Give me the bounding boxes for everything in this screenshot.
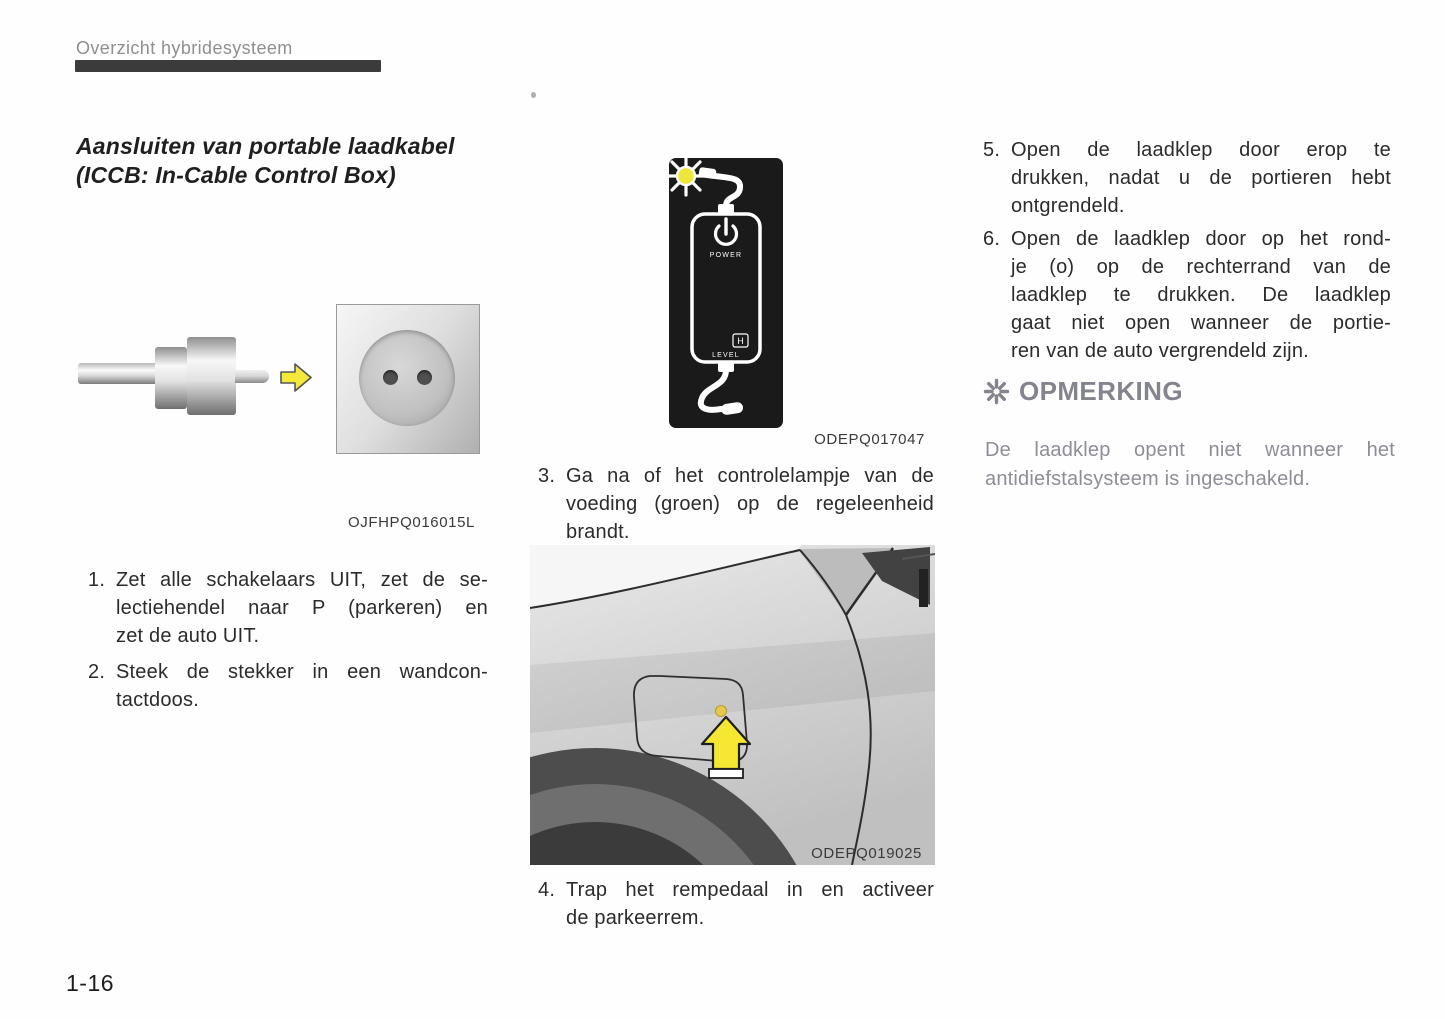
step-text-line: laadklep te drukken. De laadklep bbox=[1011, 284, 1391, 306]
step-text-line: de parkeerrem. bbox=[566, 907, 705, 929]
step-text-line: gaat niet open wanneer de portie- bbox=[1011, 312, 1391, 334]
step-text-line: ontgrendeld. bbox=[1011, 195, 1125, 217]
section-title bbox=[76, 132, 516, 190]
socket-hole-left bbox=[383, 370, 398, 385]
figure-caption-plug: OJFHPQ016015L bbox=[347, 514, 475, 531]
power-indicator-glow-icon bbox=[667, 157, 705, 195]
step-text-line: Open de laadklep door op het rond- bbox=[1011, 228, 1391, 250]
iccb-device-body bbox=[692, 214, 760, 362]
step-number: 3. bbox=[538, 465, 556, 487]
charge-door-button-dot bbox=[716, 706, 727, 717]
asterisk-icon bbox=[983, 378, 1010, 405]
level-indicator-letter: H bbox=[737, 336, 744, 346]
step-number: 5. bbox=[983, 139, 1001, 161]
power-label: POWER bbox=[709, 252, 743, 259]
note-header bbox=[983, 376, 1183, 407]
step-text-line: Open de laadklep door erop te bbox=[1011, 139, 1391, 161]
plug-pin bbox=[235, 370, 269, 383]
note-title: OPMERKING bbox=[1019, 376, 1183, 406]
socket-recess bbox=[359, 330, 455, 426]
step-text-line: je (o) op de rechterrand van de bbox=[1011, 256, 1391, 278]
header-underline-bar bbox=[75, 60, 381, 72]
step-text-line: drukken, nadat u de portieren hebt bbox=[1011, 167, 1391, 189]
arrow-base bbox=[709, 769, 743, 778]
level-label: LEVEL bbox=[712, 352, 740, 359]
figure-car-charge-door bbox=[530, 545, 935, 865]
wall-socket bbox=[336, 304, 480, 454]
note-text bbox=[985, 436, 1395, 494]
step-text-line: zet de auto UIT. bbox=[116, 625, 260, 647]
page-number: 1-16 bbox=[66, 970, 115, 996]
note-text-line: antidiefstalsysteem is ingeschakeld. bbox=[985, 468, 1311, 490]
plug-cable bbox=[78, 363, 162, 384]
step-number: 1. bbox=[88, 569, 106, 591]
step-1 bbox=[88, 566, 488, 650]
socket-hole-right bbox=[417, 370, 432, 385]
scan-artifact-dot bbox=[531, 92, 536, 98]
step-6 bbox=[983, 225, 1391, 365]
figure-caption-iccb: ODEPQ017047 bbox=[814, 431, 925, 448]
note-text-line: De laadklep opent niet wanneer het bbox=[985, 439, 1395, 461]
step-3 bbox=[538, 462, 934, 546]
page-header-title: Overzicht hybridesysteem bbox=[76, 38, 293, 58]
figure-caption-car: ODEPQ019025 bbox=[811, 845, 922, 862]
section-title-line2: (ICCB: In-Cable Control Box) bbox=[76, 162, 396, 188]
step-number: 4. bbox=[538, 879, 556, 901]
plug-body bbox=[187, 337, 236, 415]
step-text-line: ren van de auto vergrendeld zijn. bbox=[1011, 340, 1309, 362]
step-number: 2. bbox=[88, 661, 106, 683]
step-text-line: Trap het rempedaal in en activeer bbox=[566, 879, 934, 901]
step-text-line: Zet alle schakelaars UIT, zet de se- bbox=[116, 569, 488, 591]
figure-iccb bbox=[669, 158, 783, 428]
step-text-line: voeding (groen) op de regeleenheid bbox=[566, 493, 934, 515]
arrow-right-icon bbox=[279, 360, 313, 396]
mirror-post bbox=[919, 569, 928, 607]
step-text-line: lectiehendel naar P (parkeren) en bbox=[116, 597, 488, 619]
step-text-line: brandt. bbox=[566, 521, 630, 543]
step-text-line: Steek de stekker in een wandcon- bbox=[116, 661, 488, 683]
step-5 bbox=[983, 136, 1391, 220]
step-text-line: Ga na of het controlelampje van de bbox=[566, 465, 934, 487]
section-title-line1: Aansluiten van portable laadkabel bbox=[76, 133, 455, 159]
figure-plug-socket bbox=[75, 290, 490, 540]
step-2 bbox=[88, 658, 488, 714]
step-text-line: tactdoos. bbox=[116, 689, 199, 711]
step-4 bbox=[538, 876, 934, 932]
plug-collar bbox=[155, 347, 187, 409]
step-number: 6. bbox=[983, 228, 1001, 250]
